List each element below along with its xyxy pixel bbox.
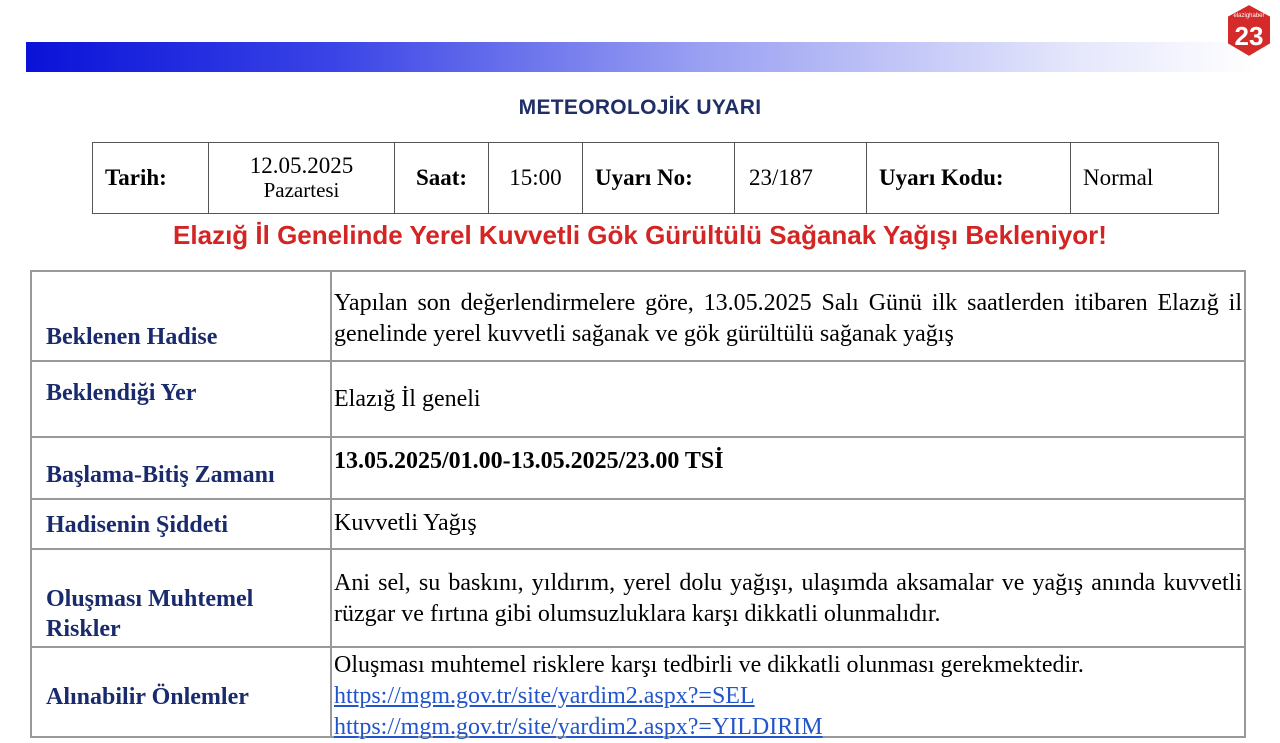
detail-value: Kuvvetli Yağış (331, 499, 1245, 549)
detail-row (31, 271, 1245, 361)
warning-headline: Elazığ İl Genelinde Yerel Kuvvetli Gök Gürültülü Sağanak Yağışı Bekleniyor! (173, 220, 1107, 250)
warning-no-value: 23/187 (735, 143, 867, 214)
detail-row (31, 361, 1245, 437)
logo-badge-icon (1222, 2, 1276, 60)
warning-details-table (30, 270, 1246, 738)
detail-row (31, 499, 1245, 549)
sel-help-link[interactable]: https://mgm.gov.tr/site/yardim2.aspx?=SEL (334, 683, 755, 709)
date-value: 12.05.2025 (249, 153, 354, 178)
warning-no-label: Uyarı No: (583, 143, 735, 214)
detail-value: Ani sel, su baskını, yıldırım, yerel dolu yağışı, ulaşımda aksamalar ve yağış anında kuvvetli rüzgar ve fırtına gibi olumsuzluklara karşı dikkatli olunmalıdır. (331, 549, 1245, 647)
logo-number: 23 (1234, 21, 1264, 51)
warning-header-table (92, 142, 1219, 214)
site-logo[interactable] (1222, 2, 1276, 60)
lightning-help-link[interactable]: https://mgm.gov.tr/site/yardim2.aspx?=YILDIRIM (334, 714, 823, 740)
date-cell (209, 143, 395, 214)
detail-row (31, 647, 1245, 737)
detail-value: 13.05.2025/01.00-13.05.2025/23.00 TSİ (331, 437, 1245, 499)
detail-key: Alınabilir Önlemler (31, 647, 331, 737)
detail-key: Oluşması Muhtemel Riskler (31, 549, 331, 647)
document-title: METEOROLOJİK UYARI (518, 96, 762, 119)
detail-value (331, 647, 1245, 740)
day-value: Pazartesi (263, 178, 340, 202)
detail-key: Beklendiği Yer (31, 361, 331, 437)
detail-value: Yapılan son değerlendirmelere göre, 13.05.2025 Salı Günü ilk saatlerden itibaren Elazığ il genelinde yerel kuvvetli sağanak ve gök gürültülü sağanak yağış (331, 271, 1245, 361)
detail-row (31, 549, 1245, 647)
time-label: Saat: (395, 143, 489, 214)
time-value: 15:00 (489, 143, 583, 214)
logo-small-text: elazighaber (1233, 13, 1265, 19)
top-banner (26, 42, 1256, 72)
detail-key: Beklenen Hadise (31, 271, 331, 361)
date-label: Tarih: (93, 143, 209, 214)
detail-value: Elazığ İl geneli (331, 361, 1245, 437)
detail-key: Başlama-Bitiş Zamanı (31, 437, 331, 499)
precaution-text: Oluşması muhtemel risklere karşı tedbirli ve dikkatli olunması gerekmektedir. (334, 652, 1084, 678)
warning-code-label: Uyarı Kodu: (867, 143, 1071, 214)
detail-row (31, 437, 1245, 499)
detail-key: Hadisenin Şiddeti (31, 499, 331, 549)
warning-code-value: Normal (1071, 143, 1219, 214)
